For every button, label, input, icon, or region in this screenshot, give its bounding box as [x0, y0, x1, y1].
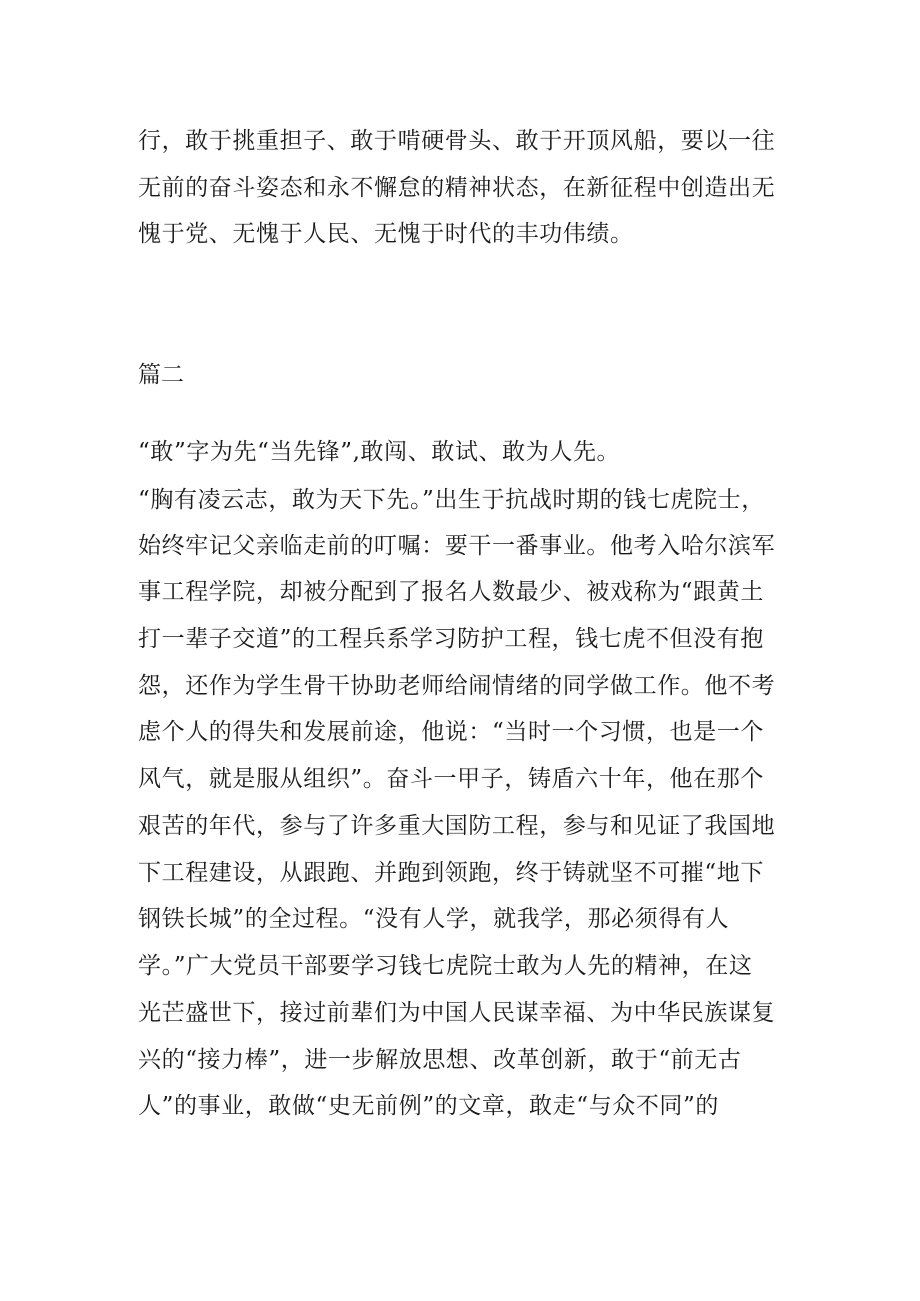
paragraph-line: 愧于党、无愧于人民、无愧于时代的丰功伟绩。 [138, 221, 634, 247]
paragraph-line: 怨，还作为学生骨干协助老师给闹情绪的同学做工作。他不考 [138, 673, 776, 699]
paragraph-line: 艰苦的年代，参与了许多重大国防工程，参与和见证了我国地 [138, 813, 776, 839]
paragraph-line: 钢铁长城”的全过程。“没有人学，就我学，那必须得有人 [138, 906, 730, 932]
paragraph-line: 虑个人的得失和发展前途，他说：“当时一个习惯，也是一个 [138, 719, 764, 745]
paragraph-line: 行，敢于挑重担子、敢于啃硬骨头、敢于开顶风船，要以一往 [138, 128, 776, 154]
paragraph-line: 无前的奋斗姿态和永不懈怠的精神状态，在新征程中创造出无 [138, 175, 776, 201]
paragraph-line: 学。”广大党员干部要学习钱七虎院士敢为人先的精神，在这 [138, 953, 753, 979]
paragraph-line: 风气，就是服从组织”。奋斗一甲子，铸盾六十年，他在那个 [138, 766, 764, 792]
paragraph-line: 光芒盛世下，接过前辈们为中国人民谋幸福、为中华民族谋复 [138, 1000, 776, 1026]
paragraph-line: 人”的事业，敢做“史无前例”的文章，敢走“与众不同”的 [138, 1093, 719, 1119]
paragraph-line: “胸有凌云志，敢为天下先。”出生于抗战时期的钱七虎院士， [138, 487, 765, 513]
paragraph-line: 下工程建设，从跟跑、并跑到领跑，终于铸就坚不可摧“地下 [138, 860, 764, 886]
paragraph-line: 事工程学院，却被分配到了报名人数最少、被戏称为“跟黄土 [138, 579, 764, 605]
paragraph-line: 兴的“接力棒”，进一步解放思想、改革创新，敢于“前无古 [138, 1047, 742, 1073]
paragraph-line: “敢”字为先“当先锋”,敢闯、敢试、敢为人先。 [138, 439, 621, 465]
paragraph-line: 始终牢记父亲临走前的叮嘱：要干一番事业。他考入哈尔滨军 [138, 533, 776, 559]
paragraph-line: 打一辈子交道”的工程兵系学习防护工程，钱七虎不但没有抱 [138, 626, 764, 652]
section-heading: 篇二 [138, 362, 184, 388]
